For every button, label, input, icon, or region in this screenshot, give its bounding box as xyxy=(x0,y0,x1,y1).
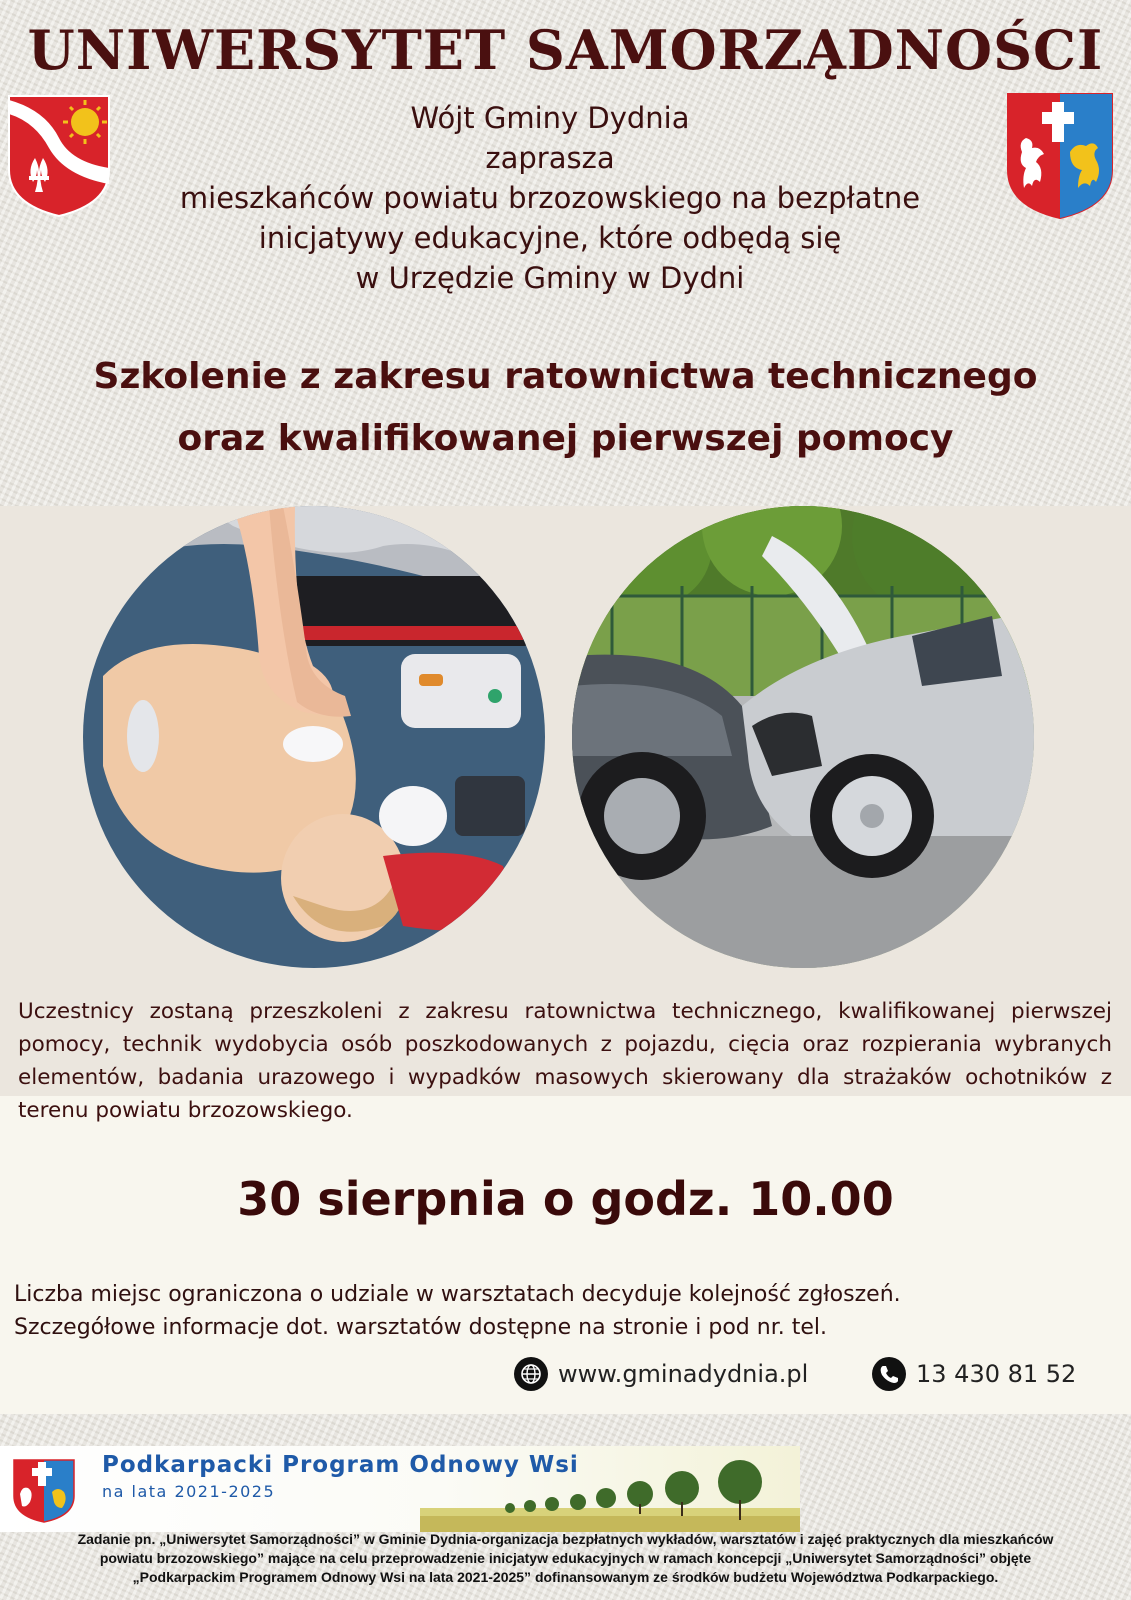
website-contact[interactable] xyxy=(514,1354,808,1394)
footnote-line: Zadanie pn. „Uniwersytet Samorządności” w Gminie Dydnia-organizacja bezpłatnych wykładów, warsztatów i zajęć praktycznych dla mieszkańców xyxy=(77,1531,1054,1547)
intro-line: inicjatywy edukacyjne, które odbędą się xyxy=(258,221,842,255)
training-headline xyxy=(0,346,1131,470)
page-title: UNIWERSYTET SAMORZĄDNOŚCI xyxy=(27,18,1104,82)
podkarpackie-coat-of-arms-icon xyxy=(1004,90,1116,222)
headline-line-1: Szkolenie z zakresu ratownictwa technicznego xyxy=(93,356,1038,397)
program-subtitle: na lata 2021-2025 xyxy=(102,1482,276,1501)
intro-line: w Urzędzie Gminy w Dydni xyxy=(355,261,745,295)
tree-row-illustration xyxy=(420,1446,800,1532)
footnote-line: „Podkarpackim Programem Odnowy Wsi na lata 2021-2025” dofinansowanym ze środków budżetu Województwa Podkarpackiego. xyxy=(132,1569,999,1585)
phone-icon xyxy=(872,1357,906,1391)
intro-line: Wójt Gminy Dydnia xyxy=(410,101,690,135)
training-description: Uczestnicy zostaną przeszkoleni z zakresu ratownictwa technicznego, kwalifikowanej pierwszej pomocy, technik wydobycia osób poszkodowanych z pojazdu, cięcia oraz rozpierania wybranych elementów, badania urazowego i wypadków masowych skierowany dla strażaków ochotników z terenu powiatu brzozowskiego. xyxy=(18,999,1112,1123)
podkarpackie-small-crest-icon xyxy=(10,1456,78,1524)
intro-line: mieszkańców powiatu brzozowskiego na bezpłatne xyxy=(179,181,921,215)
globe-icon xyxy=(514,1357,548,1391)
footnote-line: powiatu brzozowskiego” mające na celu przeprowadzenie inicjatyw edukacyjnych w ramach koncepcji „Uniwersytet Samorządności” objęte xyxy=(99,1550,1032,1566)
program-title: Podkarpacki Program Odnowy Wsi xyxy=(102,1452,579,1478)
car-accident-photo xyxy=(572,506,1034,968)
intro-line: zaprasza xyxy=(485,141,615,175)
intro-text xyxy=(115,98,985,298)
cpr-training-photo xyxy=(83,506,545,968)
phone-number: 13 430 81 52 xyxy=(916,1360,1077,1388)
website-link[interactable]: www.gminadydnia.pl xyxy=(558,1360,809,1388)
phone-contact[interactable] xyxy=(872,1354,1076,1394)
headline-line-2: oraz kwalifikowanej pierwszej pomocy xyxy=(177,418,954,459)
event-date: 30 sierpnia o godz. 10.00 xyxy=(237,1172,894,1226)
dydnia-coat-of-arms-icon xyxy=(5,92,113,220)
registration-info xyxy=(14,1278,1114,1344)
info-line-2: Szczegółowe informacje dot. warsztatów dostępne na stronie i pod nr. tel. xyxy=(14,1315,827,1340)
funding-footnote xyxy=(20,1530,1111,1587)
info-line-1: Liczba miejsc ograniczona o udziale w warsztatach decyduje kolejność zgłoszeń. xyxy=(14,1282,901,1307)
program-banner xyxy=(0,1446,800,1532)
